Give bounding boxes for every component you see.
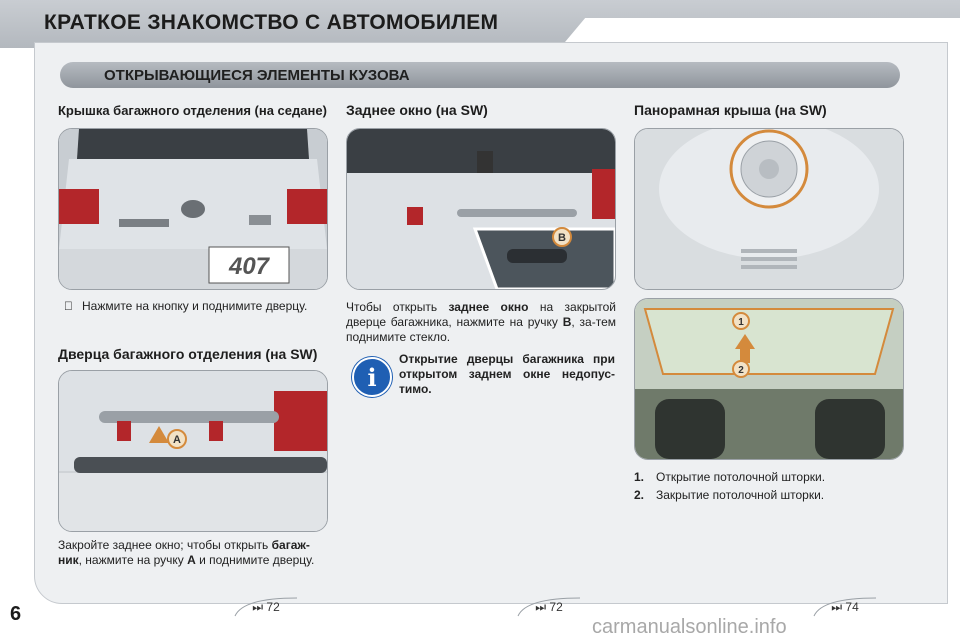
heading-panoramic-roof: Панорамная крыша (на SW) xyxy=(634,102,827,118)
page-ref-3[interactable]: ⏭ 74 xyxy=(812,596,878,618)
list-item: 1. Открытие потолочной шторки. xyxy=(634,470,826,484)
info-note: Открытие дверцы багажника при открытом заднем окне недопус-тимо. xyxy=(399,352,615,396)
photo-sw-rear-window xyxy=(346,128,616,290)
page-number: 6 xyxy=(10,603,22,625)
photo-label-2: 2 xyxy=(738,365,744,376)
section-title: ОТКРЫВАЮЩИЕСЯ ЭЛЕМЕНТЫ КУЗОВА xyxy=(104,67,410,84)
photo-sedan-trunk xyxy=(58,128,328,290)
page-title: КРАТКОЕ ЗНАКОМСТВО С АВТОМОБИЛЕМ xyxy=(44,11,499,34)
photo-label-1: 1 xyxy=(738,317,744,328)
watermark: carmanualsonline.info xyxy=(592,616,787,638)
photo-roof-exterior xyxy=(634,128,904,290)
heading-trunk-lid-sedan: Крышка багажного отделения (на седане) xyxy=(58,103,327,118)
photo-sw-tailgate xyxy=(58,370,328,532)
heading-rear-window-sw: Заднее окно (на SW) xyxy=(346,102,488,118)
arrow-icon: ⏭ xyxy=(831,599,843,614)
arrow-icon: ⏭ xyxy=(535,599,547,614)
instruction-trunk-sedan: Нажмите на кнопку и поднимите дверцу. xyxy=(64,299,334,314)
photo-label-b: B xyxy=(558,232,566,244)
page-ref-1[interactable]: ⏭ 72 xyxy=(233,596,299,618)
instruction-rear-window: Чтобы открыть заднее окно на закрытой дверце багажника, нажмите на ручку B, за-тем поднимите стекло. xyxy=(346,300,616,344)
bullet-hand-icon xyxy=(64,299,82,314)
arrow-icon: ⏭ xyxy=(252,599,264,614)
info-icon: i xyxy=(352,357,392,397)
page-ref-2[interactable]: ⏭ 72 xyxy=(516,596,582,618)
photo-roof-interior xyxy=(634,298,904,460)
instruction-tailgate-sw: Закройте заднее окно; чтобы открыть багаж-ник, нажмите на ручку A и поднимите дверцу. xyxy=(58,538,315,567)
photo-label-a: A xyxy=(173,434,181,446)
list-item: 2. Закрытие потолочной шторки. xyxy=(634,488,825,502)
photo-model-badge: 407 xyxy=(228,253,270,280)
heading-tailgate-sw: Дверца багажного отделения (на SW) xyxy=(58,346,318,362)
